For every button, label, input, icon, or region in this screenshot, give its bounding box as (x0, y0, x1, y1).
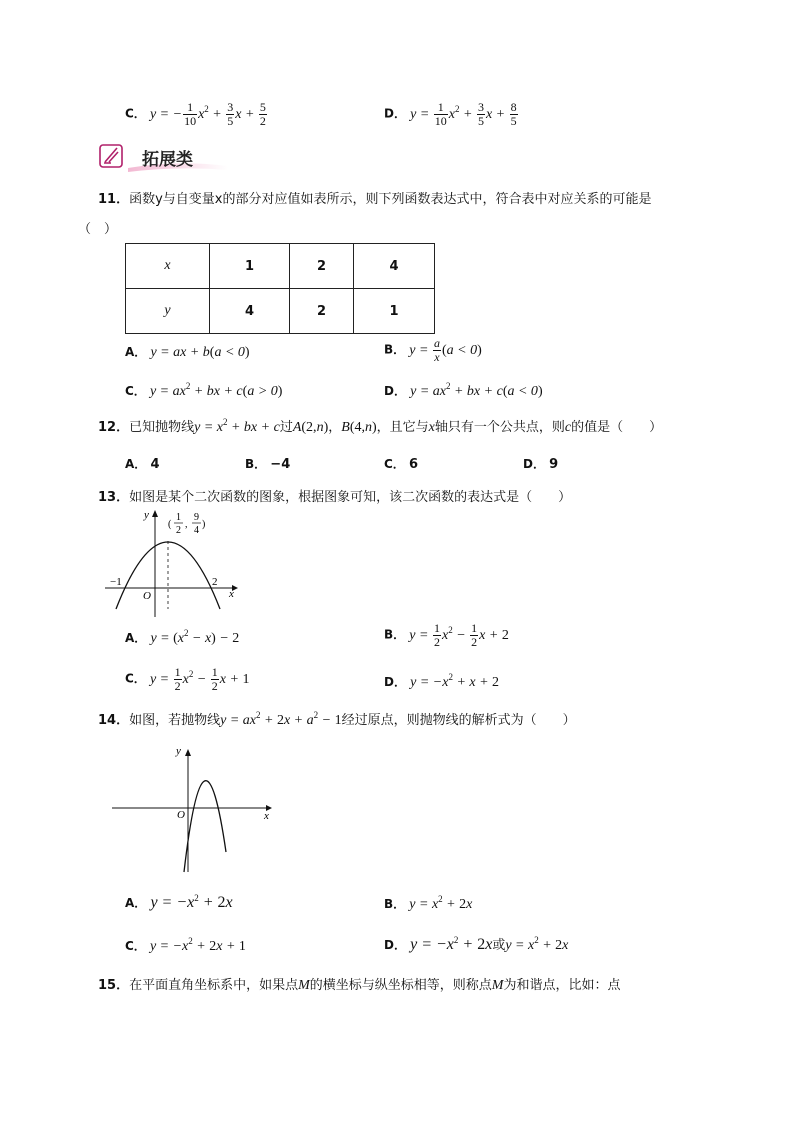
table-cell: 2 (290, 289, 354, 334)
option-label: B． (245, 457, 267, 471)
option-label: A． (125, 457, 147, 471)
parabola-curve (116, 542, 220, 609)
x-axis-label: x (229, 588, 234, 600)
q13-option-a-expression: $y = (x^2 - x) - 2$ (150, 628, 240, 646)
q12-option-b (245, 455, 290, 472)
table-cell: 1 (210, 244, 290, 289)
q10-option-d (384, 101, 519, 128)
q11-stem (98, 188, 651, 207)
q14-option-d-expression-1: $y = -x^2 + 2x$ (410, 935, 493, 953)
option-label: A． (125, 631, 147, 645)
q13-option-d-expression: $y = -x^2 + x + 2$ (410, 672, 500, 690)
q14-text: 经过原点，则抛物线的解析式为（ ） (341, 713, 576, 728)
q14-option-b (384, 894, 472, 913)
q12-stem (98, 416, 662, 436)
option-label: D． (384, 106, 406, 121)
option-label: D． (384, 675, 406, 689)
table-header-y: y (126, 289, 210, 334)
q12-option-d (523, 455, 558, 472)
q15-variable: M (491, 978, 504, 993)
origin-label: O (177, 809, 185, 821)
q13-option-c (125, 666, 249, 693)
quill-icon (100, 145, 122, 167)
q12-text: ， (328, 420, 342, 435)
q11-value-table (125, 243, 435, 334)
option-value: −4 (270, 457, 291, 472)
x-axis-label: x (264, 810, 269, 822)
q13-option-c-expression: y = $\frac{1}{2}$ $x^2$ − $\frac{1}{2}$ x + 1 (149, 665, 250, 693)
q14-stem (98, 709, 576, 729)
q14-option-d-or: 或 (492, 938, 506, 953)
q11-option-d-expression: $y = ax^2$ + bx + c(a < 0) (410, 381, 543, 399)
q12-option-c (384, 455, 418, 472)
option-label: D． (384, 384, 406, 398)
q12-point-a: A(2,n) (292, 420, 329, 435)
svg-text:2: 2 (176, 525, 181, 536)
option-label: D． (384, 938, 406, 952)
q15-text: 为和谐点，比如：点 (503, 978, 621, 993)
q15-text: 的横坐标与纵坐标相等，则称点 (309, 978, 492, 993)
q13-option-d (384, 672, 499, 691)
q11-answer-paren: （ ） (78, 222, 118, 237)
q10-option-c (125, 101, 268, 128)
q12-variable: x (428, 420, 435, 435)
option-label: C． (384, 457, 405, 471)
table-cell: 4 (210, 289, 290, 334)
left-root-label: −1 (110, 576, 122, 588)
question-number: 12． (98, 420, 130, 435)
option-label: A． (125, 345, 147, 359)
q11-text: 函数y与自变量x的部分对应值如表所示，则下列函数表达式中，符合表中对应关系的可能是 (129, 192, 652, 207)
table-cell: 2 (290, 244, 354, 289)
q13-parabola-graph (100, 505, 240, 620)
option-value: 9 (549, 457, 559, 472)
q12-text: 的值是（ ） (571, 420, 663, 435)
question-number: 11． (98, 192, 130, 207)
q13-option-b (384, 622, 509, 649)
option-label: D． (523, 457, 545, 471)
question-number: 15． (98, 978, 130, 993)
q13-option-b-expression: y = $\frac{1}{2}$ $x^2$ − $\frac{1}{2}$ x + 2 (409, 621, 509, 649)
svg-text:(: ( (168, 519, 172, 530)
q11-option-c (125, 381, 282, 400)
option-label: C． (125, 671, 146, 686)
option-value: 4 (150, 457, 160, 472)
option-label: C． (125, 939, 146, 953)
q12-option-a (125, 455, 159, 472)
section-title: 拓展类 (142, 150, 193, 170)
q13-text: 如图是某个二次函数的图象，根据图象可知，该二次函数的表达式是（ ） (129, 490, 572, 505)
y-axis-arrow (152, 510, 158, 517)
table-header-x: x (126, 244, 210, 289)
q11-option-d (384, 381, 543, 400)
question-number: 14． (98, 713, 130, 728)
q14-option-d-expression-2: $y = x^2 + 2x$ (505, 935, 569, 953)
q11-option-a (125, 343, 250, 361)
q12-text: 过 (279, 420, 293, 435)
q15-variable: M (298, 978, 310, 993)
q13-stem (98, 486, 571, 505)
svg-text:,: , (185, 519, 188, 530)
option-label: B． (384, 627, 406, 642)
table-cell: 1 (354, 289, 435, 334)
q14-parabola-graph (108, 740, 278, 875)
q13-option-a (125, 628, 239, 647)
q14-option-a-expression: $y = -x^2 + 2x$ (150, 893, 233, 911)
svg-text:1: 1 (176, 512, 181, 523)
svg-text:4: 4 (194, 525, 199, 536)
q14-parabola-expression: $y = ax^2 + 2x + a^2 - 1$ (220, 710, 342, 728)
q12-point-b: B(4,n) (341, 420, 377, 435)
svg-text:): ) (202, 519, 206, 530)
vertex-label (168, 512, 205, 536)
right-root-label: 2 (212, 576, 218, 588)
q12-text: 已知抛物线 (129, 420, 195, 435)
q14-option-a (125, 893, 233, 912)
q12-parabola-expression: $y = x^2$ + bx + c (194, 417, 280, 435)
option-label: A． (125, 896, 147, 910)
question-number: 13． (98, 490, 130, 505)
q15-text: 在平面直角坐标系中，如果点 (129, 978, 299, 993)
q11-option-a-expression: y = ax + b(a < 0) (150, 345, 250, 360)
q12-text: ，且它与 (376, 420, 429, 435)
option-label: B． (384, 897, 406, 911)
option-label: B． (384, 342, 406, 357)
q14-option-c (125, 936, 246, 955)
q11-option-b (384, 337, 482, 364)
q14-text: 如图，若抛物线 (129, 713, 221, 728)
q10-option-d-expression: y = $\frac{1}{10}$ $x^2$ + $\frac{3}{5}$ x + $\frac{8}{5}$ (410, 100, 517, 128)
y-axis-arrow (185, 749, 191, 756)
y-axis-label: y (176, 745, 181, 757)
q11-option-b-expression: y = $\frac{a}{x}$ (a < 0) (409, 336, 482, 364)
option-label: C． (125, 384, 146, 398)
q15-stem (98, 974, 620, 994)
q12-variable: c (564, 420, 572, 435)
option-value: 6 (408, 457, 418, 472)
y-axis-label: y (144, 509, 149, 521)
parabola-curve (184, 781, 226, 872)
q12-text: 轴只有一个公共点，则 (434, 420, 565, 435)
q14-option-c-expression: $y = -x^2 + 2x + 1$ (149, 936, 246, 954)
q11-option-c-expression: $y = ax^2$ + bx + c(a > 0) (149, 381, 283, 399)
table-cell: 4 (354, 244, 435, 289)
option-label: C． (125, 106, 146, 121)
q14-option-d (384, 934, 568, 954)
q10-option-c-expression: y = − $\frac{1}{10}$ $x^2$ + $\frac{3}{5}$ x + $\frac{5}{2}$ (149, 100, 266, 128)
svg-text:9: 9 (194, 512, 199, 523)
origin-label: O (143, 590, 151, 602)
q14-option-b-expression: $y = x^2 + 2x$ (409, 894, 473, 912)
